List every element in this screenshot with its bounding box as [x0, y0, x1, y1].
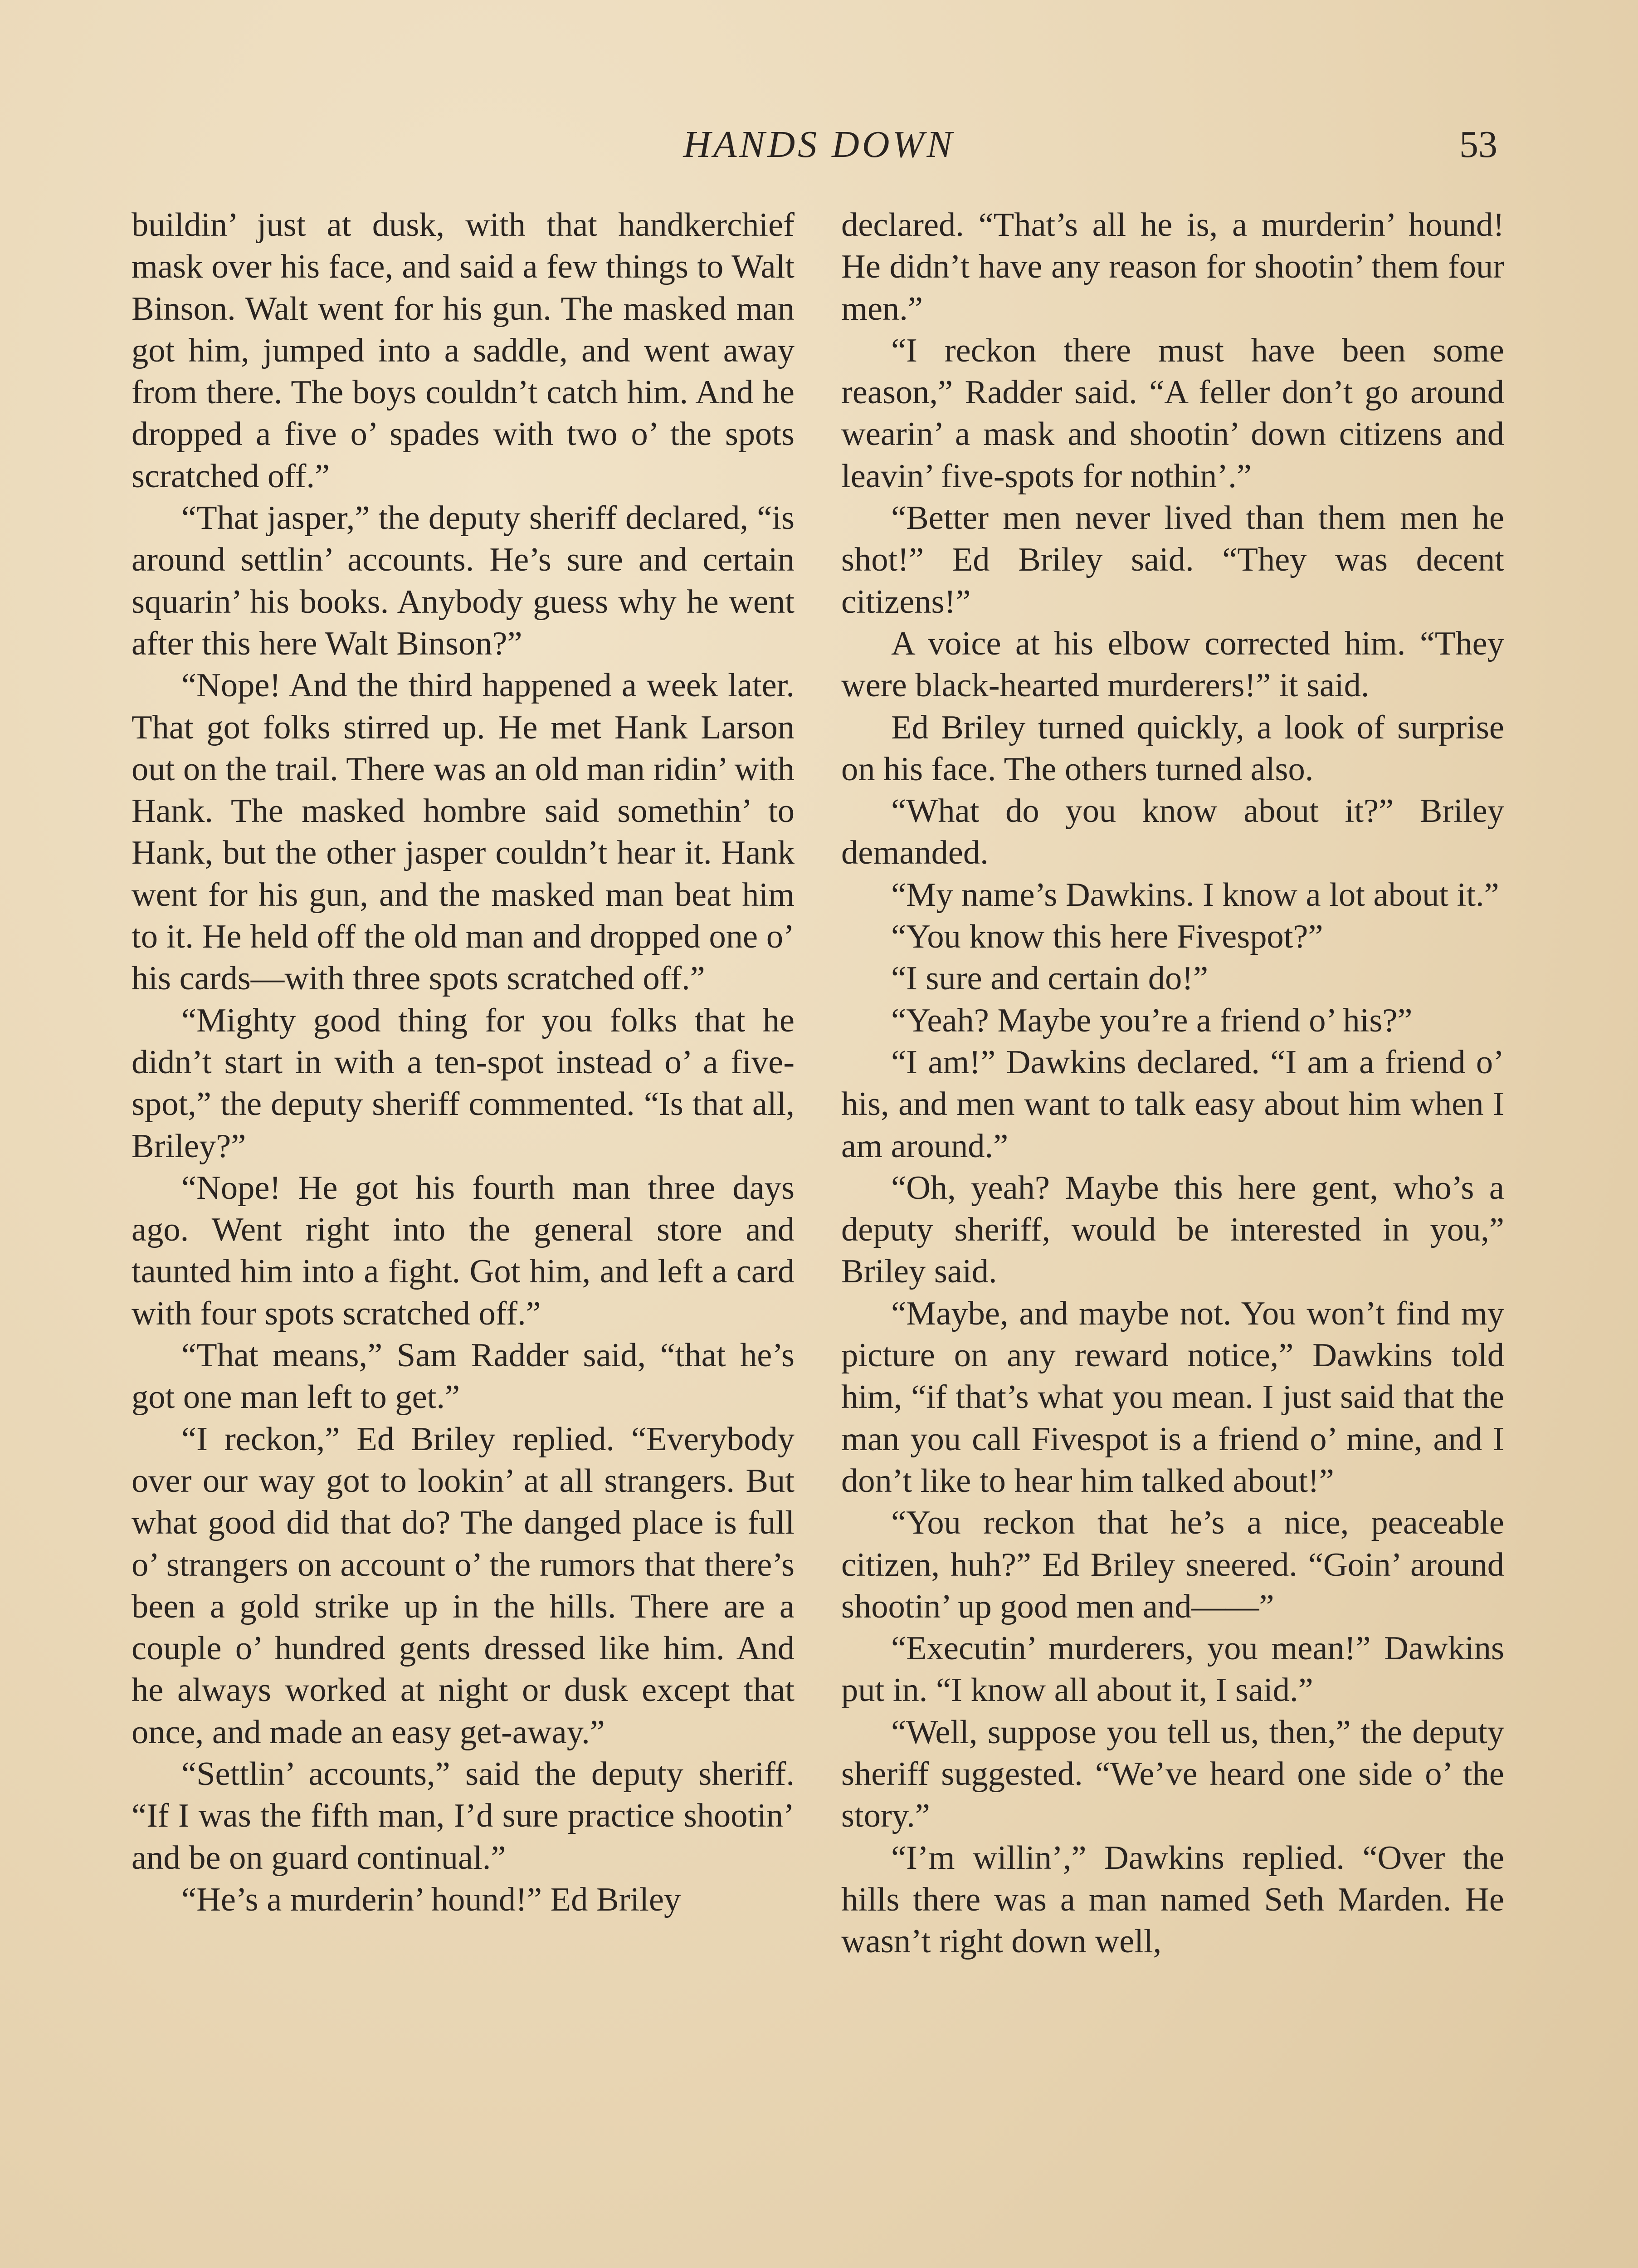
paragraph: “You reckon that he’s a nice, peaceable citizen, huh?” Ed Briley sneered. “Goin’ around shootin’ up good men and——”: [841, 1504, 1504, 1625]
paragraph: “You know this here Fivespot?”: [891, 918, 1323, 956]
paragraph: “Nope! He got his fourth man three days ago. Went right into the general store and taunted him into a fight. Got him, and left a card with four spots scratched off.”: [132, 1169, 795, 1332]
running-title: HANDS DOWN: [683, 123, 955, 166]
paragraph: “What do you know about it?” Briley demanded.: [841, 792, 1504, 872]
paragraph: “I reckon,” Ed Briley replied. “Everybody over our way got to lookin’ at all strangers. But what good did that do? The danged place is full o’ strangers on account o’ the rumors that there’s been a gold strike up in the hills. There are a couple o’ hundred gents dressed like him. And he always worked at night or dusk except that once, and made an easy get-away.”: [132, 1420, 795, 1751]
right-column: [841, 204, 1504, 1962]
left-column: [132, 204, 795, 1921]
page-number: 53: [1459, 123, 1497, 166]
page-header: [0, 122, 1638, 172]
paragraph: Ed Briley turned quickly, a look of surprise on his face. The others turned also.: [841, 709, 1504, 788]
paragraph: “Yeah? Maybe you’re a friend o’ his?”: [891, 1002, 1413, 1039]
paragraph: “That means,” Sam Radder said, “that he’s got one man left to get.”: [132, 1337, 795, 1416]
paragraph: “Mighty good thing for you folks that he didn’t start in with a ten-spot instead o’ a five-spot,” the deputy sheriff commented. “Is that all, Briley?”: [132, 1002, 795, 1165]
paragraph: “He’s a murderin’ hound!” Ed Briley: [181, 1881, 681, 1918]
paragraph: “That jasper,” the deputy sheriff declared, “is around settlin’ accounts. He’s sure and certain squarin’ his books. Anybody guess why he went after this here Walt Binson?”: [132, 499, 795, 662]
paragraph: “Better men never lived than them men he shot!” Ed Briley said. “They was decent citizens!”: [841, 499, 1504, 621]
paragraph: “I reckon there must have been some reason,” Radder said. “A feller don’t go around wearin’ a mask and shootin’ down citizens and leavin’ five-spots for nothin’.”: [841, 332, 1504, 495]
paragraph: A voice at his elbow corrected him. “They were black-hearted murderers!” it said.: [841, 625, 1504, 704]
paragraph: “Nope! And the third happened a week later. That got folks stirred up. He met Hank Larson out on the trail. There was an old man ridin’ with Hank. The masked hombre said somethin’ to Hank, but the other jasper couldn’t hear it. Hank went for his gun, and the masked man beat him to it. He held off the old man and dropped one o’ his cards—with three spots scratched off.”: [132, 667, 795, 997]
paragraph: “Executin’ murderers, you mean!” Dawkins put in. “I know all about it, I said.”: [841, 1630, 1504, 1709]
paragraph: “Maybe, and maybe not. You won’t find my picture on any reward notice,” Dawkins told him, “if that’s what you mean. I just said that the man you call Fivespot is a friend o’ mine, and I don’t like to hear him talked about!”: [841, 1295, 1504, 1500]
paragraph: “My name’s Dawkins. I know a lot about it.”: [891, 876, 1499, 914]
paragraph: “Settlin’ accounts,” said the deputy sheriff. “If I was the fifth man, I’d sure practice shootin’ and be on guard continual.”: [132, 1755, 795, 1877]
paragraph: “I’m willin’,” Dawkins replied. “Over the hills there was a man named Seth Marden. He wasn’t right down well,: [841, 1839, 1504, 1960]
paragraph: declared. “That’s all he is, a murderin’ hound! He didn’t have any reason for shootin’ them four men.”: [841, 206, 1504, 327]
paragraph: “Oh, yeah? Maybe this here gent, who’s a deputy sheriff, would be interested in you,” Briley said.: [841, 1169, 1504, 1290]
paragraph: “I am!” Dawkins declared. “I am a friend o’ his, and men want to talk easy about him when I am around.”: [841, 1043, 1504, 1165]
paragraph: “Well, suppose you tell us, then,” the deputy sheriff suggested. “We’ve heard one side o’ the story.”: [841, 1713, 1504, 1835]
paragraph: “I sure and certain do!”: [891, 960, 1209, 997]
paragraph: buildin’ just at dusk, with that handkerchief mask over his face, and said a few things to Walt Binson. Walt went for his gun. The masked man got him, jumped into a saddle, and went away from there. The boys couldn’t catch him. And he dropped a five o’ spades with two o’ the spots scratched off.”: [132, 206, 795, 495]
